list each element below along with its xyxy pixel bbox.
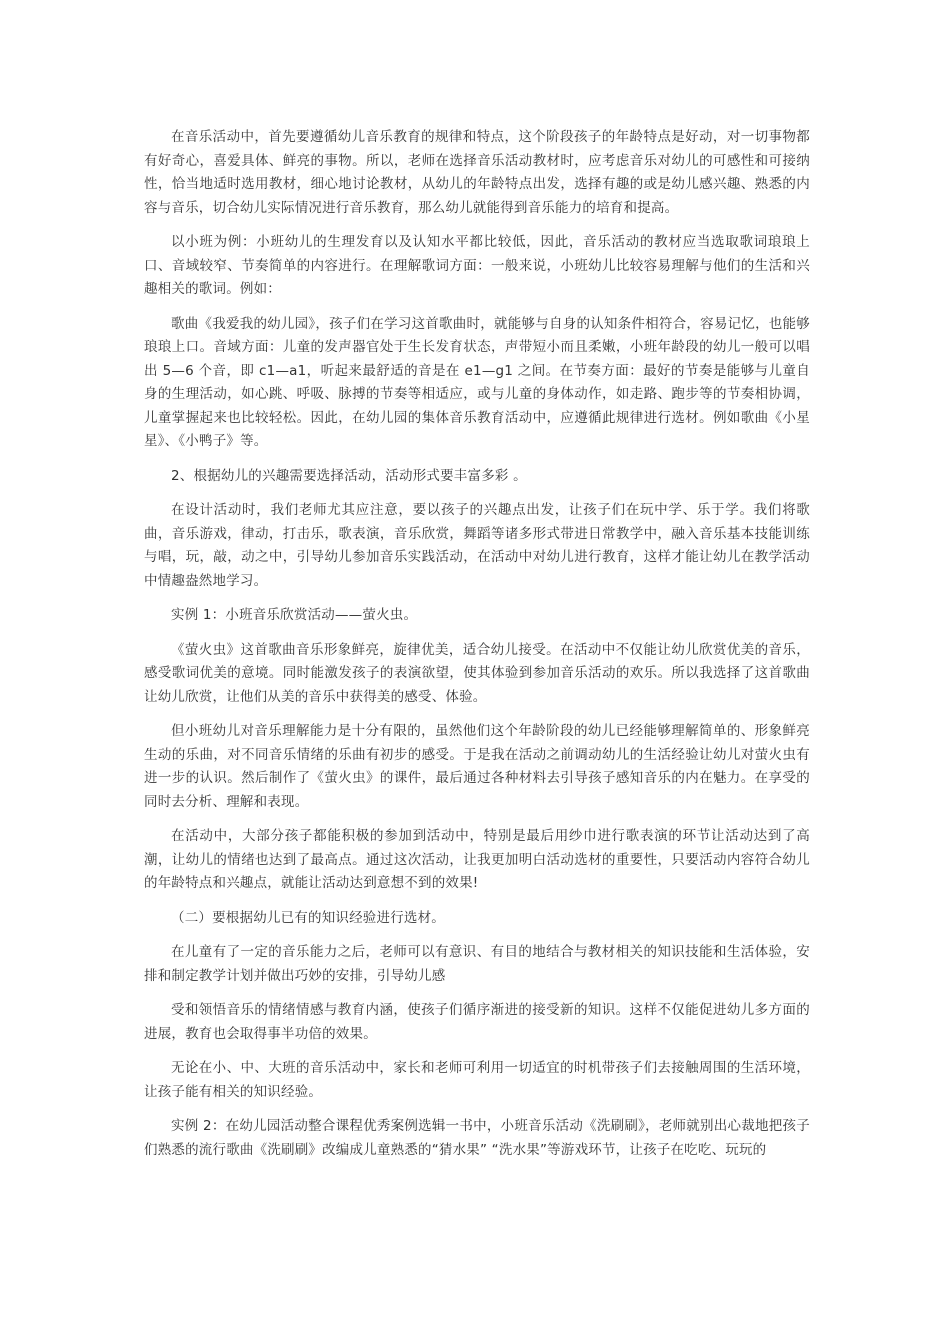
paragraph-firefly-understanding: 但小班幼儿对音乐理解能力是十分有限的，虽然他们这个年龄阶段的幼儿已经能够理解简单的、形象鲜亮生动的乐曲，对不同音乐情绪的乐曲有初步的感受。于是我在活动之前调动幼儿的生活经验让幼儿对萤火虫有进一步的认识。然后制作了《萤火虫》的课件，最后通过各种材料去引导孩子感知音乐的内在魅力。在享受的同时去分析、理解和表现。 — [144, 723, 810, 810]
paragraph-firefly-song: 《萤火虫》这首歌曲音乐形象鲜亮，旋律优美，适合幼儿接受。在活动中不仅能让幼儿欣赏优美的音乐，感受歌词优美的意境。同时能激发孩子的表演欲望，使其体验到参加音乐活动的欢乐。所以我选择了这首歌曲让幼儿欣赏，让他们从美的音乐中获得美的感受、体验。 — [144, 641, 810, 705]
document-body — [144, 126, 810, 1173]
example-1-heading: 实例 1：小班音乐欣赏活动——萤火虫。 — [171, 607, 418, 623]
paragraph-activity-design: 在设计活动时，我们老师尤其应注意，要以孩子的兴趣点出发，让孩子们在玩中学、乐于学。我们将歌曲，音乐游戏，律动，打击乐，歌表演，音乐欣赏，舞蹈等诸多形式带进日常教学中，融入音乐基本技能训练与唱，玩，敲，动之中，引导幼儿参加音乐实践活动，在活动中对幼儿进行教育，这样才能让幼儿在教学活动中情趣盎然地学习。 — [144, 502, 810, 589]
paragraph-firefly-result: 在活动中，大部分孩子都能积极的参加到活动中，特别是最后用纱巾进行歌表演的环节让活动达到了高潮，让幼儿的情绪也达到了最高点。通过这次活动，让我更加明白活动选材的重要性，只要活动内容符合幼儿的年龄特点和兴趣点，就能让活动达到意想不到的效果! — [144, 828, 810, 891]
paragraph-intro: 在音乐活动中，首先要遵循幼儿音乐教育的规律和特点，这个阶段孩子的年龄特点是好动，对一切事物都有好奇心，喜爱具体、鲜亮的事物。所以，老师在选择音乐活动教材时，应考虑音乐对幼儿的可感性和可接纳性，恰当地适时选用教材，细心地讨论教材，从幼儿的年龄特点出发，选择有趣的或是幼儿感兴趣、熟悉的内容与音乐，切合幼儿实际情况进行音乐教育，那么幼儿就能得到音乐能力的培育和提高。 — [144, 129, 810, 216]
section-heading-interest: 2、根据幼儿的兴趣需要选择活动，活动形式要丰富多彩 。 — [171, 467, 527, 484]
paragraph-knowledge-skills: 在儿童有了一定的音乐能力之后，老师可以有意识、有目的地结合与教材相关的知识技能和生活体验，安排和制定教学计划并做出巧妙的安排，引导幼儿感 — [144, 944, 810, 984]
paragraph-emotion-education: 受和领悟音乐的情绪情感与教育内涵，使孩子们循序渐进的接受新的知识。这样不仅能促进幼儿多方面的进展，教育也会取得事半功倍的效果。 — [144, 1002, 810, 1042]
paragraph-small-class-example: 以小班为例：小班幼儿的生理发育以及认知水平都比较低，因此，音乐活动的教材应当选取歌词琅琅上口、音域较窄、节奏简单的内容进行。在理解歌词方面：一般来说，小班幼儿比较容易理解与他们的生活和兴趣相关的歌词。例如： — [144, 234, 810, 297]
paragraph-life-environment: 无论在小、中、大班的音乐活动中，家长和老师可利用一切适宜的时机带孩子们去接触周围的生活环境，让孩子能有相关的知识经验。 — [144, 1060, 810, 1100]
paragraph-example-2: 实例 2：在幼儿园活动整合课程优秀案例选辑一书中，小班音乐活动《洗刷刷》，老师就别出心裁地把孩子们熟悉的流行歌曲《洗刷刷》改编成儿童熟悉的“猜水果” “洗水果”等游戏环节，让孩子在吃吃、玩玩的 — [144, 1118, 810, 1158]
section-heading-knowledge: （二）要根据幼儿已有的知识经验进行选材。 — [171, 909, 445, 926]
paragraph-song-example: 歌曲《我爱我的幼儿园》，孩子们在学习这首歌曲时，就能够与自身的认知条件相符合，容易记忆，也能够琅琅上口。音域方面：儿童的发声器官处于生长发育状态，声带短小而且柔嫩，小班年龄段的幼儿一般可以唱出 5—6 个音，即 c1—a1，听起来最舒适的音是在 e1—g1 之间。在节奏方面：最好的节奏是能够与儿童自身的生理活动，如心跳、呼吸、脉搏的节奏等相适应，或与儿童的身体动作，如走路、跑步等的节奏相协调，儿童掌握起来也比较轻松。因此，在幼儿园的集体音乐教育活动中，应遵循此规律进行选材。例如歌曲《小星星》、《小鸭子》等。 — [144, 315, 810, 449]
